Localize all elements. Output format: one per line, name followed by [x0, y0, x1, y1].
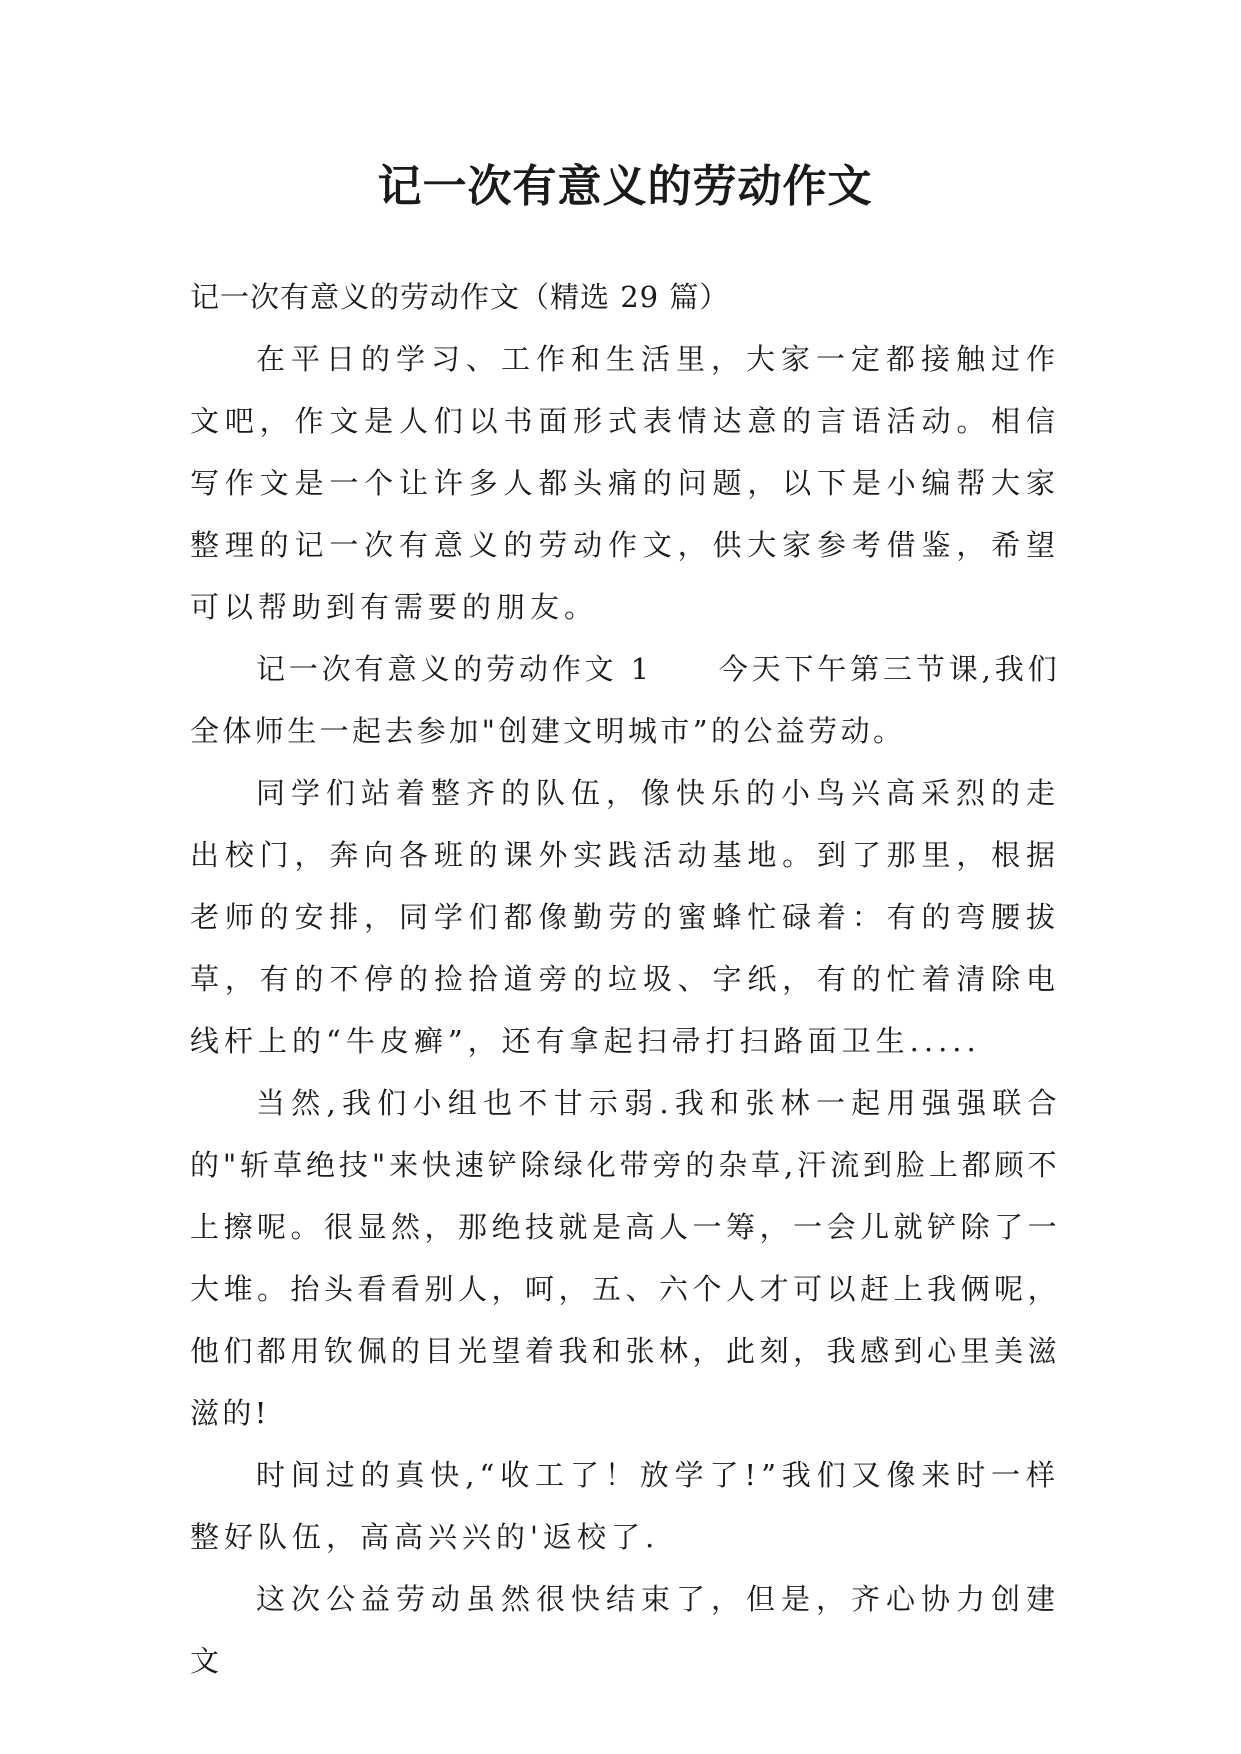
document-page — [190, 0, 1060, 1692]
paragraph-weeding: 当然,我们小组也不甘示弱.我和张林一起用强强联合的"斩草绝技"来快速铲除绿化带旁的杂草,汗流到脸上都顾不上擦呢。很显然，那绝技就是高人一筹，一会儿就铲除了一大堆。抬头看看别人，呵，五、六个人才可以赶上我俩呢，他们都用钦佩的目光望着我和张林，此刻，我感到心里美滋滋的! — [190, 1086, 1060, 1430]
document-title: 记一次有意义的劳动作文 — [377, 161, 873, 212]
paragraph-intro: 在平日的学习、工作和生活里，大家一定都接触过作文吧，作文是人们以书面形式表情达意的言语活动。相信写作文是一个让许多人都头痛的问题，以下是小编帮大家整理的记一次有意义的劳动作文，供大家参考借鉴，希望可以帮助到有需要的朋友。 — [190, 342, 1060, 624]
paragraph-return: 时间过的真快,“收工了！放学了!”我们又像来时一样整好队伍，高高兴兴的'返校了. — [190, 1458, 1060, 1554]
paragraph-essay-1-opening: 记一次有意义的劳动作文 1 今天下午第三节课,我们全体师生一起去参加"创建文明城市”的公益劳动。 — [190, 652, 1060, 748]
document-subtitle: 记一次有意义的劳动作文（精选 29 篇） — [190, 280, 730, 314]
paragraph-lining-up: 同学们站着整齐的队伍，像快乐的小鸟兴高采烈的走出校门，奔向各班的课外实践活动基地。到了那里，根据老师的安排，同学们都像勤劳的蜜蜂忙碌着：有的弯腰拔草，有的不停的捡拾道旁的垃圾、字纸，有的忙着清除电线杆上的“牛皮癣”，还有拿起扫帚打扫路面卫生..... — [190, 776, 1060, 1058]
paragraph-conclusion: 这次公益劳动虽然很快结束了，但是，齐心协力创建文 — [190, 1582, 1060, 1678]
